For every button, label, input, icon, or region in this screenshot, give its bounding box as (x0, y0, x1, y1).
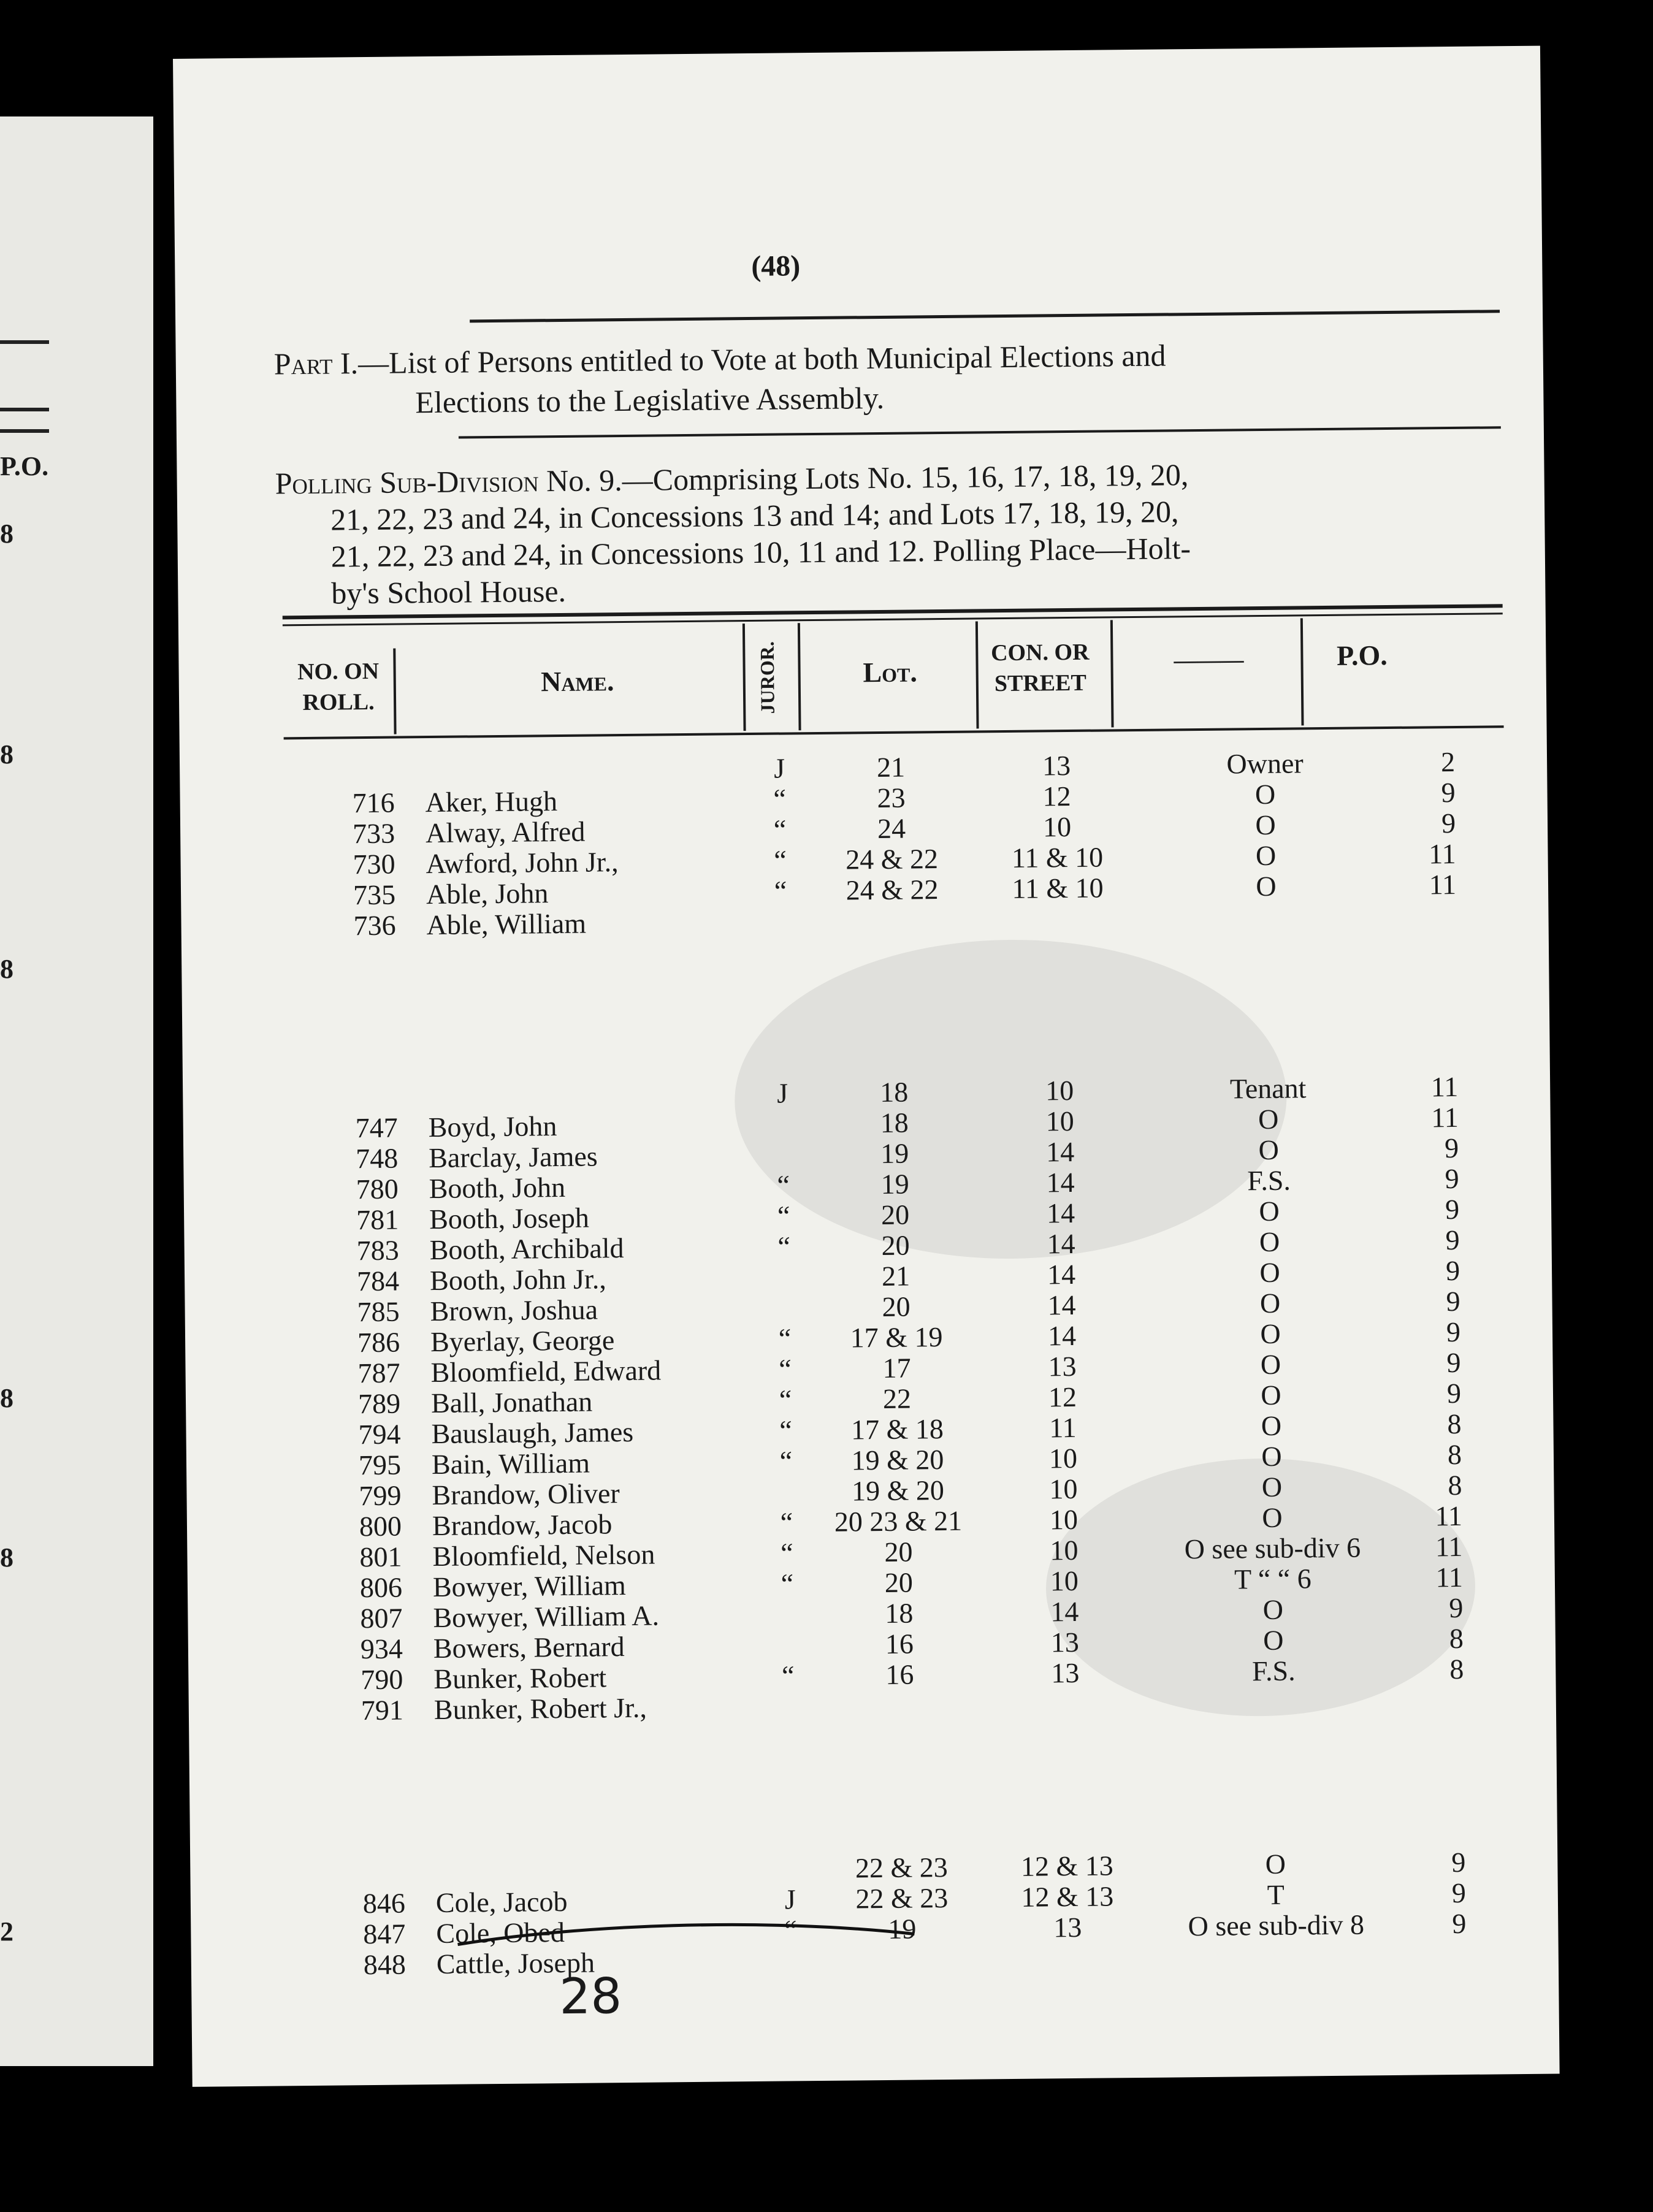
tenure-status: O (1261, 1440, 1282, 1473)
lot-number: 21 (876, 751, 906, 784)
post-office: 9 (1445, 1224, 1460, 1256)
tenure-status: O (1260, 1348, 1281, 1381)
column-rule (743, 624, 746, 731)
post-office: 9 (1446, 1377, 1462, 1409)
roll-number: 748 (355, 1142, 399, 1175)
juror-mark: J (784, 1883, 796, 1915)
voter-name: Awford, John Jr., (426, 846, 619, 880)
voter-name: Bauslaugh, James (431, 1416, 634, 1450)
voter-name: Able, John (426, 877, 549, 910)
tenure-status: O (1259, 1195, 1280, 1227)
roll-number: 747 (355, 1112, 398, 1144)
tenure-status: O (1261, 1409, 1282, 1442)
concession: 14 (1050, 1595, 1079, 1628)
roll-number: 847 (363, 1918, 406, 1950)
register-page (173, 46, 1560, 2087)
roll-number: 791 (361, 1694, 404, 1726)
tenure-status: F.S. (1251, 1655, 1296, 1687)
facing-page-text: 8 (0, 1543, 13, 1573)
pen-underline (454, 1915, 921, 1956)
voter-name: Brandow, Jacob (432, 1508, 613, 1542)
roll-number: 934 (360, 1633, 403, 1665)
tenure-status: O (1259, 1287, 1281, 1319)
lot-number: 19 (880, 1137, 909, 1170)
voter-name: Bunker, Robert (433, 1661, 607, 1695)
juror-mark: “ (779, 1384, 792, 1416)
juror-mark: “ (773, 783, 787, 815)
juror-mark: “ (780, 1537, 793, 1569)
juror-mark: “ (777, 1200, 790, 1232)
voter-name: Cole, Jacob (435, 1885, 568, 1919)
column-header-juror: JUROR. (755, 641, 779, 714)
divider (0, 408, 49, 411)
juror-mark: “ (780, 1506, 793, 1538)
post-office: 9 (1449, 1592, 1464, 1624)
post-office: 11 (1431, 1101, 1459, 1134)
facing-page-fragment (0, 116, 153, 2066)
juror-mark (764, 1107, 801, 1108)
lot-number: 22 & 23 (855, 1882, 949, 1915)
tenure-status: Owner (1226, 747, 1304, 780)
juror-mark: “ (777, 1230, 791, 1262)
concession: 10 (1049, 1503, 1078, 1536)
concession: 14 (1047, 1227, 1075, 1260)
post-office: 9 (1445, 1193, 1460, 1226)
tenure-status: O (1255, 839, 1277, 872)
table-header-rule (284, 725, 1504, 739)
lot-number: 19 & 20 (851, 1444, 944, 1476)
tenure-status: Tenant (1229, 1072, 1307, 1105)
column-rule (393, 649, 396, 734)
post-office: 9 (1451, 1846, 1466, 1878)
post-office: 11 (1429, 837, 1456, 870)
juror-mark: J (773, 752, 785, 784)
post-office: 11 (1435, 1500, 1463, 1532)
tenure-status: O (1262, 1624, 1284, 1657)
part-heading-text: —List of Persons entitled to Vote at both Municipal Elections and (357, 338, 1166, 381)
voter-name: Byerlay, George (430, 1324, 615, 1358)
polling-line4: by's School House. (331, 573, 567, 611)
roll-number: 783 (356, 1234, 399, 1267)
column-rule (1110, 620, 1114, 727)
tenure-status: O (1260, 1318, 1281, 1350)
concession: 10 (1049, 1473, 1078, 1505)
roll-number: 787 (357, 1357, 400, 1389)
lot-number: 20 (884, 1566, 914, 1598)
tenure-status: O (1259, 1256, 1280, 1289)
lot-number: 20 (881, 1229, 910, 1261)
tenure-status: O (1262, 1593, 1284, 1626)
concession: 14 (1047, 1319, 1077, 1352)
roll-number: 794 (358, 1418, 401, 1451)
roll-number: 789 (357, 1387, 401, 1420)
concession: 14 (1045, 1135, 1075, 1168)
concession: 14 (1046, 1166, 1075, 1199)
juror-mark: “ (778, 1322, 792, 1354)
tenure-status: O (1259, 1226, 1280, 1258)
voter-name: Boyd, John (428, 1110, 557, 1143)
concession: 11 & 10 (1012, 872, 1104, 904)
roll-number: 800 (359, 1510, 402, 1543)
roll-number: 799 (359, 1479, 402, 1512)
facing-page-text: 8 (0, 954, 13, 984)
juror-mark (766, 1291, 803, 1292)
lot-number: 19 (880, 1168, 909, 1200)
voter-name: Able, William (426, 907, 587, 941)
voter-name: Booth, Archibald (429, 1232, 624, 1266)
post-office: 9 (1452, 1907, 1467, 1940)
lot-number: 20 23 & 21 (834, 1505, 963, 1538)
juror-mark: J (777, 1077, 788, 1109)
tenure-status: O (1258, 1103, 1279, 1135)
tenure-status: O (1258, 1134, 1280, 1166)
post-office: 9 (1441, 776, 1456, 809)
concession: 12 & 13 (1020, 1850, 1113, 1882)
facing-page-text: 8 (0, 739, 13, 769)
lot-number: 18 (880, 1107, 909, 1139)
roll-number: 846 (362, 1887, 406, 1920)
roll-number: 730 (353, 848, 395, 880)
tenure-status: T (1267, 1878, 1285, 1911)
juror-mark: “ (774, 875, 787, 907)
column-header-con: CON. OR (990, 639, 1090, 666)
roll-number: 806 (359, 1571, 403, 1604)
concession: 12 & 13 (1021, 1880, 1114, 1913)
lot-number: 23 (877, 782, 906, 814)
voter-name: Booth, Joseph (429, 1202, 590, 1235)
roll-number: 781 (356, 1203, 399, 1236)
column-header-roll: ROLL. (302, 688, 375, 716)
top-rule (470, 310, 1500, 322)
voter-name: Cattle, Joseph (436, 1947, 595, 1980)
juror-mark (768, 1475, 804, 1476)
polling-label: Polling Sub-Division (275, 463, 539, 501)
concession: 13 (1053, 1911, 1082, 1943)
post-office: 8 (1447, 1408, 1462, 1440)
lot-number: 24 & 22 (846, 874, 939, 906)
roll-number (313, 1856, 405, 1857)
concession: 11 (1049, 1411, 1077, 1444)
lot-number: 16 (885, 1658, 914, 1690)
lot-number: 24 (877, 812, 906, 845)
lot-number: 17 (882, 1352, 911, 1384)
facing-page-text: 8 (0, 519, 13, 549)
tenure-status: O (1255, 809, 1276, 841)
divider (0, 340, 49, 344)
concession: 13 (1050, 1626, 1080, 1658)
post-office: 8 (1447, 1438, 1462, 1471)
concession: 12 (1048, 1381, 1077, 1413)
voter-name: Bloomfield, Nelson (432, 1538, 655, 1573)
lot-number: 18 (879, 1076, 909, 1108)
voter-name: Bunker, Robert Jr., (433, 1691, 647, 1726)
roll-number: 801 (359, 1541, 402, 1573)
lot-number: 20 (884, 1536, 913, 1568)
lot-number: 20 (882, 1291, 910, 1322)
lot-number: 21 (881, 1260, 910, 1292)
concession: 11 & 10 (1011, 841, 1104, 874)
voter-name: Booth, John Jr., (429, 1263, 606, 1297)
post-office: 9 (1446, 1285, 1460, 1318)
tenure-status: O see sub-div 6 (1184, 1531, 1361, 1565)
divider (459, 426, 1501, 438)
post-office: 8 (1448, 1469, 1462, 1501)
post-office: 9 (1441, 807, 1456, 839)
post-office: 9 (1445, 1162, 1459, 1195)
juror-mark: “ (784, 1914, 797, 1946)
lot-number: 17 & 18 (850, 1413, 944, 1446)
part-heading (274, 337, 1166, 381)
post-office: 11 (1430, 1070, 1459, 1103)
voter-name: Bloomfield, Edward (430, 1354, 662, 1389)
lot-number: 19 (888, 1913, 917, 1945)
part-heading-line2: Elections to the Legislative Assembly. (415, 380, 885, 420)
juror-mark (769, 1628, 806, 1629)
juror-mark: “ (781, 1660, 795, 1691)
roll-number: 807 (360, 1602, 403, 1634)
roll-number: 790 (361, 1663, 403, 1696)
voter-name: Bowyer, William A. (433, 1600, 660, 1634)
concession: 13 (1042, 749, 1071, 782)
juror-mark: “ (777, 1169, 790, 1201)
post-office: 9 (1446, 1316, 1461, 1348)
lot-number: 16 (885, 1628, 914, 1660)
post-office: 11 (1429, 868, 1457, 901)
concession: 12 (1042, 780, 1071, 812)
roll-number: 785 (357, 1295, 400, 1328)
tenure-status: T “ “ 6 (1234, 1563, 1311, 1595)
juror-mark: “ (779, 1353, 792, 1385)
facing-page-text: P.O. (0, 451, 49, 481)
tenure-status: O (1261, 1379, 1281, 1411)
polling-line3: 21, 22, 23 and 24, in Concessions 10, 11 and 12. Polling Place—Holt- (330, 531, 1191, 574)
juror-mark: “ (779, 1445, 793, 1477)
post-office: 9 (1451, 1877, 1467, 1909)
juror-mark (766, 1260, 803, 1261)
lot-number: 22 & 23 (855, 1852, 949, 1884)
juror-mark: “ (781, 1568, 794, 1600)
column-header-tenure: ——— (1174, 647, 1244, 674)
post-office: 9 (1445, 1254, 1460, 1287)
tenure-status: O see sub-div 8 (1188, 1909, 1365, 1942)
voter-name: Bain, William (431, 1447, 590, 1481)
divider (0, 429, 49, 433)
roll-number: 736 (353, 909, 396, 942)
handwritten-total: 28 (559, 1967, 622, 2026)
voter-name: Aker, Hugh (425, 785, 558, 818)
voter-name: Cole, Obed (436, 1916, 565, 1950)
concession: 13 (1051, 1657, 1080, 1689)
tenure-status: O (1265, 1848, 1286, 1880)
column-header-po: P.O. (1336, 639, 1388, 671)
concession: 14 (1047, 1289, 1076, 1321)
lot-number: 19 & 20 (851, 1474, 945, 1507)
voter-name: Booth, John (429, 1171, 566, 1205)
concession: 14 (1046, 1197, 1075, 1229)
column-header-name: Name. (540, 665, 614, 698)
roll-number: 716 (352, 787, 395, 819)
tenure-status: O (1254, 778, 1276, 810)
column-rule (798, 623, 801, 730)
voter-name: Brandow, Oliver (432, 1478, 620, 1511)
part-label: Part I. (273, 346, 359, 381)
polling-line2: 21, 22, 23 and 24, in Concessions 13 and 14; and Lots 17, 18, 19, 20, (330, 494, 1179, 537)
roll-number: 795 (358, 1449, 402, 1481)
juror-mark: “ (779, 1414, 792, 1446)
tenure-status: F.S. (1247, 1164, 1291, 1197)
post-office: 8 (1449, 1653, 1464, 1685)
lot-number: 18 (885, 1597, 914, 1629)
polling-text: No. 9.—Comprising Lots No. 15, 16, 17, 18, 19, 20, (538, 457, 1189, 498)
tenure-status: O (1262, 1501, 1283, 1534)
post-office: 11 (1435, 1561, 1464, 1593)
concession: 10 (1048, 1442, 1078, 1474)
post-office: 2 (1440, 746, 1456, 778)
juror-mark (762, 905, 799, 906)
concession: 10 (1050, 1565, 1079, 1597)
facing-page-text: 8 (0, 1383, 13, 1413)
concession: 10 (1042, 810, 1072, 843)
voter-name: Alway, Alfred (425, 815, 586, 849)
concession: 10 (1050, 1534, 1078, 1566)
voter-name: Bowers, Bernard (433, 1631, 625, 1665)
post-office: 8 (1449, 1622, 1464, 1655)
voter-name: Ball, Jonathan (430, 1386, 593, 1419)
post-office: 11 (1435, 1530, 1463, 1563)
tenure-status: O (1261, 1471, 1283, 1503)
concession: 10 (1045, 1074, 1074, 1107)
lot-number: 24 & 22 (845, 843, 939, 875)
tenure-status: O (1256, 870, 1277, 902)
post-office: 9 (1446, 1346, 1461, 1379)
lot-number: 22 (882, 1382, 912, 1414)
roll-number: 784 (356, 1265, 400, 1297)
lot-number: 17 & 19 (850, 1321, 943, 1354)
concession: 10 (1045, 1105, 1074, 1137)
column-header-street: STREET (994, 669, 1087, 697)
post-office: 9 (1444, 1132, 1459, 1164)
roll-number: 733 (352, 817, 395, 850)
concession: 13 (1048, 1350, 1077, 1382)
page-number: (48) (751, 250, 801, 283)
facing-page-text: 2 (0, 1916, 13, 1947)
juror-mark: “ (774, 844, 787, 876)
voter-name: Barclay, James (428, 1140, 598, 1174)
roll-number: 786 (357, 1326, 400, 1359)
lot-number: 20 (880, 1199, 910, 1230)
roll-number: 780 (356, 1173, 399, 1205)
juror-mark (771, 1852, 808, 1853)
column-rule (1300, 618, 1304, 725)
voter-name: Brown, Joshua (430, 1294, 598, 1327)
roll-number: 848 (363, 1948, 407, 1981)
roll-number: 735 (353, 879, 396, 911)
column-header-lot: Lot. (863, 656, 918, 688)
roll-number (302, 756, 394, 757)
column-header-no: NO. ON (297, 658, 380, 685)
juror-mark: “ (773, 814, 787, 845)
voter-name: Bowyer, William (432, 1569, 627, 1603)
concession: 14 (1047, 1258, 1076, 1291)
